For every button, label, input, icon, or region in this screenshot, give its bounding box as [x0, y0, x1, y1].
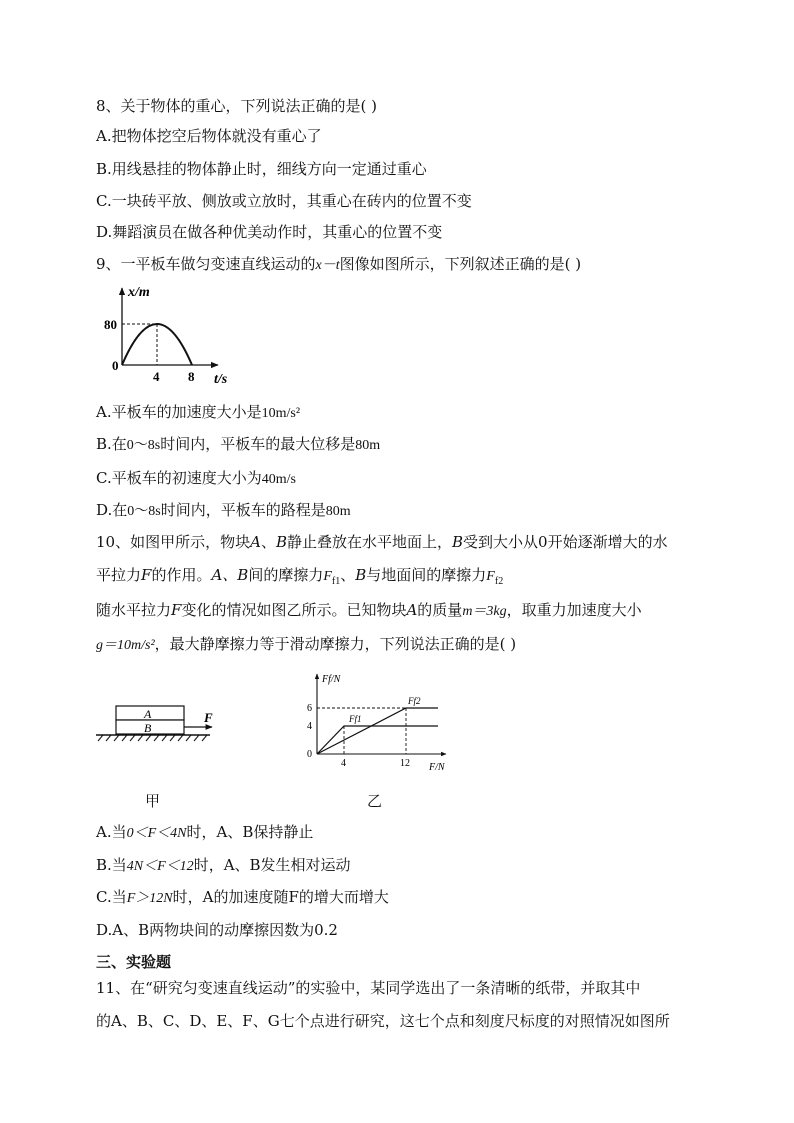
yi-y-label: Ff/N — [322, 674, 341, 685]
q10-figure-yi — [296, 668, 466, 780]
yi-ff2-line — [317, 708, 438, 754]
caption-yi: 乙 — [367, 792, 383, 810]
section-experiment-title: 三、实验题 — [96, 953, 172, 971]
q10-stem-line1: 10、如图甲所示，物块A、B静止叠放在水平地面上，B受到大小从0开始逐渐增大的水 — [96, 533, 668, 551]
q9-x-tick-8: 8 — [188, 369, 195, 384]
q10-option-d: D.A、B两物块间的动摩擦因数为0.2 — [96, 921, 338, 939]
yi-x-label: F/N — [429, 762, 445, 773]
force-label: F — [204, 710, 213, 725]
q9-option-d: D.在0～8s时间内，平板车的路程是80m — [96, 501, 351, 519]
q9-option-a: A.平板车的加速度大小是10m/s² — [96, 403, 301, 421]
q11-stem-line1: 11、在“研究匀变速直线运动”的实验中，某同学选出了一条清晰的纸带，并取其中 — [96, 979, 641, 997]
yi-x-tick-4: 4 — [341, 758, 346, 769]
q10-option-c: C.当F＞12N时，A的加速度随F的增大而增大 — [96, 888, 389, 906]
q10-stem-line2: 平拉力F的作用。A、B间的摩擦力$F_{f1}$、B与地面间的摩擦力$F_{f2}$ — [96, 566, 504, 587]
q9-y-tick-80: 80 — [104, 317, 117, 332]
q10-figure-jia — [94, 700, 224, 750]
yi-label-ff1: Ff1 — [349, 714, 362, 724]
q9-xt-graph — [100, 282, 250, 390]
q8-option-c: C.一块砖平放、侧放或立放时，其重心在砖内的位置不变 — [96, 192, 472, 210]
block-a-label: A — [144, 707, 152, 721]
q9-stem: 9、一平板车做匀变速直线运动的x－t图像如图所示，下列叙述正确的是( ) — [96, 255, 582, 273]
q8-option-d: D.舞蹈演员在做各种优美动作时，其重心的位置不变 — [96, 223, 443, 241]
q10-stem-line3: 随水平拉力F变化的情况如图乙所示。已知物块A的质量m＝3kg，取重力加速度大小 — [96, 601, 642, 619]
q9-x-label: t/s — [214, 372, 228, 387]
q11-stem-line2: 的A、B、C、D、E、F、G七个点进行研究，这七个点和刻度尺标度的对照情况如图所 — [96, 1012, 670, 1030]
yi-y-tick-0: 0 — [307, 749, 312, 760]
yi-y-tick-4: 4 — [307, 721, 312, 732]
yi-ff1-line — [317, 726, 438, 754]
q10-stem-line4: g＝10m/s²，最大静摩擦力等于滑动摩擦力，下列说法正确的是( ) — [96, 635, 517, 653]
block-b-label: B — [144, 721, 152, 735]
q10-option-a: A.当0＜F＜4N时，A、B保持静止 — [96, 823, 314, 841]
yi-y-tick-6: 6 — [307, 703, 312, 714]
q8-stem: 8、关于物体的重心，下列说法正确的是( ) — [96, 97, 378, 115]
q9-option-b: B.在0～8s时间内，平板车的最大位移是80m — [96, 435, 381, 453]
q8-option-a: A.把物体挖空后物体就没有重心了 — [96, 127, 322, 145]
yi-label-ff2: Ff2 — [408, 696, 421, 706]
ground-hatch — [98, 735, 207, 741]
q10-option-b: B.当4N＜F＜12时，A、B发生相对运动 — [96, 856, 351, 874]
q8-option-b: B.用线悬挂的物体静止时，细线方向一定通过重心 — [96, 160, 427, 178]
q9-y-label: x/m — [128, 285, 150, 300]
yi-x-tick-12: 12 — [400, 758, 410, 769]
q9-option-c: C.平板车的初速度大小为40m/s — [96, 469, 296, 487]
q9-x-tick-4: 4 — [153, 369, 160, 384]
caption-jia: 甲 — [145, 792, 161, 810]
q9-origin: 0 — [112, 358, 119, 373]
